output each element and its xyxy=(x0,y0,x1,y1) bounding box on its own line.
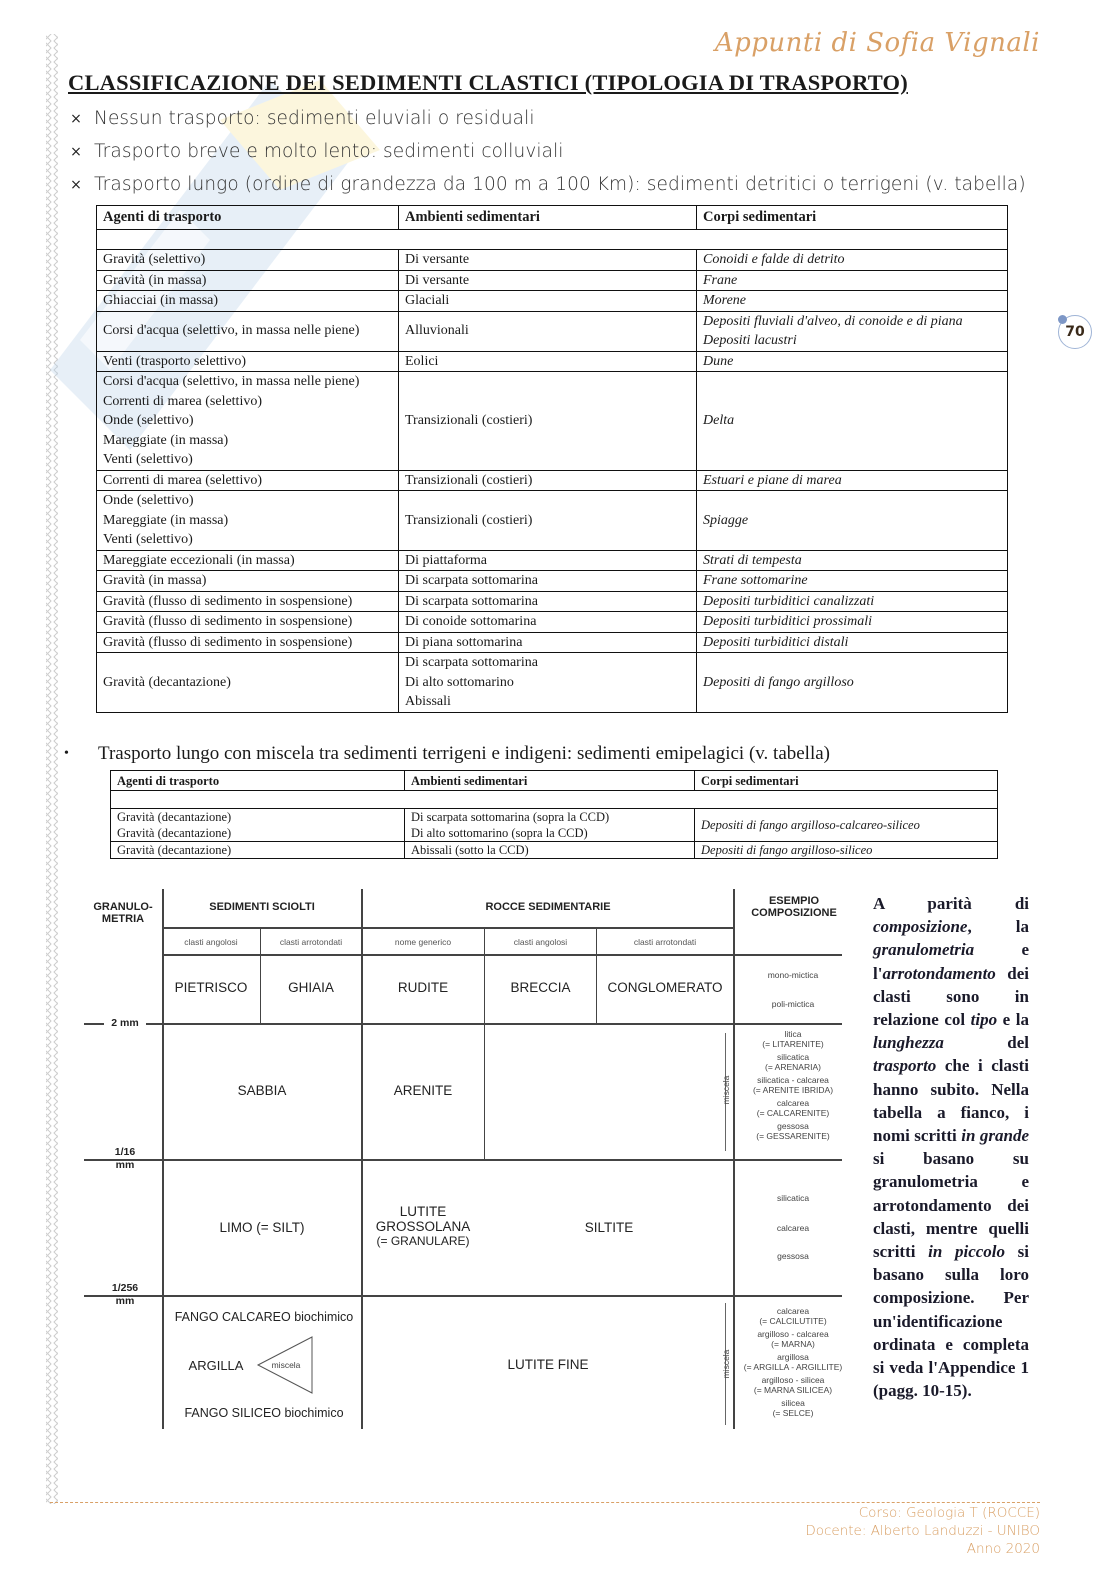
footer-divider xyxy=(50,1502,1040,1503)
bullet-text: Trasporto lungo con miscela tra sedimenti terrigeni e indigeni: sedimenti emipelagici (v. tabella) xyxy=(98,743,831,764)
column-header: Corpi sedimentari xyxy=(697,206,1008,230)
label-fango-calcareo: FANGO CALCAREO biochimico xyxy=(174,1310,354,1324)
column-header: Ambienti sedimentari xyxy=(405,771,695,791)
column-header: Corpi sedimentari xyxy=(695,771,998,791)
label-lutite-grossolana: LUTITE GROSSOLANA (= GRANULARE) xyxy=(375,1204,471,1248)
table-row: Onde (selettivo) Mareggiate (in massa) Venti (selettivo) Transizionali (costieri) Spiagge xyxy=(97,491,1008,551)
divider xyxy=(84,1159,842,1161)
cross-bullet-icon: × xyxy=(70,176,82,193)
decorative-left-border xyxy=(46,34,58,1504)
table-row: Gravità (flusso di sedimento in sospensione) Di scarpata sottomarina Depositi turbiditici canalizzati xyxy=(97,591,1008,612)
table-header-row xyxy=(97,206,1008,230)
label-conglomerato: CONGLOMERATO xyxy=(607,980,723,995)
table-row: Gravità (decantazione) Di scarpata sottomarina Di alto sottomarino Abissali Depositi di fango argilloso xyxy=(97,653,1008,713)
label-fango-siliceo: FANGO SILICEO biochimico xyxy=(184,1406,344,1420)
header-sedimenti-sciolti: SEDIMENTI SCIOLTI xyxy=(209,901,315,913)
table-row: Mareggiate eccezionali (in massa) Di piattaforma Strati di tempesta xyxy=(97,550,1008,571)
table-row: Corsi d'acqua (selettivo, in massa nelle piene) Alluvionali Depositi fluviali d'alveo, di conoide e di piana Depositi lacustri xyxy=(97,311,1008,351)
header-esempio-composizione: ESEMPIO COMPOSIZIONE xyxy=(751,895,837,919)
label-siltite: SILTITE xyxy=(584,1220,634,1235)
bullet-text: Trasporto lungo (ordine di grandezza da 100 m a 100 Km): sedimenti detritici o terrigeni (v. tabella) xyxy=(94,174,1026,195)
divider xyxy=(84,1023,842,1025)
divider xyxy=(162,927,734,929)
label-breccia: BRECCIA xyxy=(510,980,571,995)
cross-bullet-icon: × xyxy=(70,110,82,127)
subheader: clasti arrotondati xyxy=(279,937,343,947)
scale-1-256mm: 1/256 mm xyxy=(111,1282,139,1307)
label-ghiaia: GHIAIA xyxy=(288,980,334,995)
side-note: A parità di composizione, la granulometria e l'arrotondamento dei clasti sono in relazione col tipo e la lunghezza del trasporto che i clasti hanno subito. Nella tabella a fianco, i nomi scritti in grande si basano su granulometria e arrotondamento dei clasti, mentre quelli scritti in piccolo si basano sulla loro composizione. Per un'identificazione ordinata e completa si veda l'Appendice 1 (pagg. 10-15). xyxy=(873,894,1030,1401)
footer-course: Corso: Geologia T (ROCCE) xyxy=(858,1505,1040,1521)
transport-table xyxy=(96,205,1008,713)
bullet-text: Nessun trasporto: sedimenti eluviali o residuali xyxy=(94,108,535,129)
label-argilla: ARGILLA xyxy=(188,1358,244,1373)
footer xyxy=(805,1504,1040,1558)
granulometry-diagram: GRANULO- METRIA SEDIMENTI SCIOLTI ROCCE SEDIMENTARIE ESEMPIO COMPOSIZIONE clasti angolosi clasti arrotondati nome generico clasti angolosi clasti arrotondati 2 mm 1/16 mm 1/256 mm PIETRISCO GHIAIA RUDITE BRECCIA CONGLOMERATO mono-mictica poli-mictica SABBIA ARENITE miscela litica (= LITARENITE) silicatica (= ARENARIA) silicatica - calcarea (= ARENITE IBRIDA) calcarea (= CALCARENITE) gessosa (= GESSARENITE) LIMO (= SILT) LUTITE GROSSOLANA (= GRANULARE) SILTITE silicatica calcarea gessosa FANGO CALCAREO biochimico ARGILLA miscela FANGO SILICEO biochimico LUTITE FINE miscela calcarea (= CALCILUTITE) argilloso - calcarea (= MARNA) argillosa (= ARGILLA - ARGILLITE) argilloso - silicea (= MARNA SILICEA) silicea (= SELCE) xyxy=(84,885,854,1430)
label-sabbia: SABBIA xyxy=(237,1083,287,1098)
divider xyxy=(162,954,842,956)
page-number-badge xyxy=(1058,315,1092,349)
bullet-dot-icon: • xyxy=(64,746,69,761)
comp-list: calcarea (= CALCILUTITE) argilloso - calcarea (= MARNA) argillosa (= ARGILLA - ARGILLITE) argilloso - silicea (= MARNA SILICEA) silicea (= SELCE) xyxy=(743,1306,843,1418)
table-spacer-row xyxy=(111,791,998,809)
label-limo: LIMO (= SILT) xyxy=(219,1220,305,1235)
table-row: Gravità (in massa) Di scarpata sottomarina Frane sottomarine xyxy=(97,571,1008,592)
subheader: clasti arrotondati xyxy=(633,937,697,947)
table-row: Venti (trasporto selettivo) Eolici Dune xyxy=(97,351,1008,372)
list-item xyxy=(58,102,1058,135)
label-pietrisco: PIETRISCO xyxy=(174,980,248,995)
bullet-text: Trasporto breve e molto lento: sedimenti colluviali xyxy=(94,141,564,162)
bullet-list xyxy=(58,102,1058,201)
table-spacer-row xyxy=(97,230,1008,250)
table-row: Gravità (flusso di sedimento in sospensione) Di conoide sottomarina Depositi turbiditici prossimali xyxy=(97,612,1008,633)
footer-year: Anno 2020 xyxy=(966,1541,1040,1557)
badge-dot-icon xyxy=(1058,315,1067,324)
footer-teacher: Docente: Alberto Landuzzi - UNIBO xyxy=(805,1523,1040,1539)
page-number: 70 xyxy=(1065,324,1085,340)
column-header: Agenti di trasporto xyxy=(111,771,405,791)
label-lutite-fine: LUTITE FINE xyxy=(507,1357,589,1372)
divider xyxy=(484,927,485,1159)
scale-1-16mm: 1/16 mm xyxy=(114,1146,136,1171)
table-header-row xyxy=(111,771,998,791)
table-row: Gravità (decantazione) Abissali (sotto la CCD) Depositi di fango argilloso-siliceo xyxy=(111,842,998,859)
list-item xyxy=(58,168,1058,201)
table-row: Corsi d'acqua (selettivo, in massa nelle piene) Correnti di marea (selettivo) Onde (selettivo) Mareggiate (in massa) Venti (selettivo) Transizionali (costieri) Delta xyxy=(97,372,1008,471)
table-row: Gravità (decantazione) Gravità (decantazione) Di scarpata sottomarina (sopra la CCD) Di alto sottomarino (sopra la CCD) Depositi di fango argilloso-calcareo-siliceo xyxy=(111,809,998,842)
table-row: Gravità (in massa) Di versante Frane xyxy=(97,270,1008,291)
emipelagic-table xyxy=(110,770,998,859)
comp-list: litica (= LITARENITE) silicatica (= ARENARIA) silicatica - calcarea (= ARENITE IBRIDA) calcarea (= CALCARENITE) gessosa (= GESSARENITE) xyxy=(752,1029,834,1141)
table-row: Ghiacciai (in massa) Glaciali Morene xyxy=(97,291,1008,312)
subheader: clasti angolosi xyxy=(184,937,238,947)
divider xyxy=(84,1295,842,1297)
header-signature: Appunti di Sofia Vignali xyxy=(714,28,1040,58)
column-header: Ambienti sedimentari xyxy=(399,206,697,230)
subheader: clasti angolosi xyxy=(513,937,568,947)
label-rudite: RUDITE xyxy=(397,980,449,995)
column-header: Agenti di trasporto xyxy=(97,206,399,230)
cross-bullet-icon: × xyxy=(70,143,82,160)
header-rocce-sedimentarie: ROCCE SEDIMENTARIE xyxy=(485,901,611,913)
table-row: Correnti di marea (selettivo) Transizionali (costieri) Estuari e piane di marea xyxy=(97,470,1008,491)
subheader: nome generico xyxy=(394,937,452,947)
table-row: Gravità (flusso di sedimento in sospensione) Di piana sottomarina Depositi turbiditici distali xyxy=(97,632,1008,653)
list-item xyxy=(64,743,830,765)
scale-2mm: 2 mm xyxy=(104,1017,146,1029)
page-title: CLASSIFICAZIONE DEI SEDIMENTI CLASTICI (TIPOLOGIA DI TRASPORTO) xyxy=(68,70,908,95)
list-item xyxy=(58,135,1058,168)
header-granulometria: GRANULO- METRIA xyxy=(93,901,153,925)
table-row: Gravità (selettivo) Di versante Conoidi e falde di detrito xyxy=(97,250,1008,271)
label-arenite: ARENITE xyxy=(393,1083,453,1098)
